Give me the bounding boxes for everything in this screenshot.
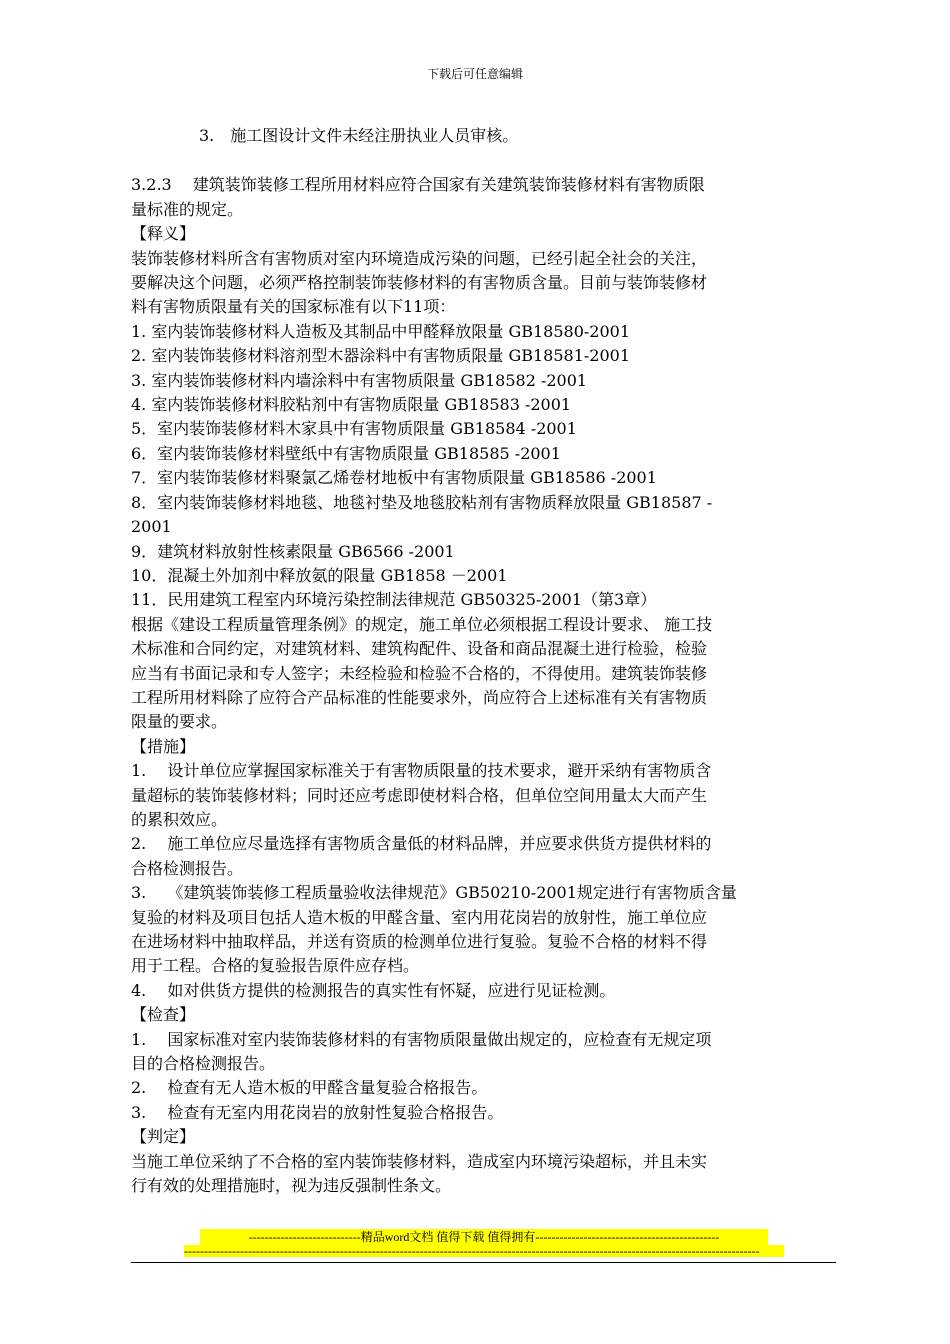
text-line: 根据《建设工程质量管理条例》的规定，施工单位必须根据工程设计要求、 施工技 <box>131 614 713 634</box>
text-line: 工程所用材料除了应符合产品标准的性能要求外，尚应符合上述标准有关有害物质 <box>131 687 708 707</box>
list-item: 10．混凝土外加剂中释放氨的限量 GB1858 －2001 <box>131 565 508 585</box>
text-line: 要解决这个问题，必须严格控制装饰装修材料的有害物质含量。目前与装饰装修材 <box>131 273 708 293</box>
text-line: 术标准和合同约定，对建筑材料、建筑构配件、设备和商品混凝土进行检验，检验 <box>131 639 708 659</box>
section-heading-panding: 【判定】 <box>131 1127 196 1147</box>
text-line: 4. 如对供货方提供的检测报告的真实性有怀疑，应进行见证检测。 <box>131 980 616 1000</box>
list-item: 7．室内装饰装修材料聚氯乙烯卷材地板中有害物质限量 GB18586 -2001 <box>131 468 657 488</box>
clause-line: 量标准的规定。 <box>131 199 244 219</box>
document-body <box>131 124 836 1198</box>
footer-rule <box>131 1262 836 1263</box>
page-header: 下载后可任意编辑 <box>426 67 523 81</box>
text-line: 1. 设计单位应掌握国家标准关于有害物质限量的技术要求，避开采纳有害物质含 <box>131 761 712 781</box>
jiancha-list <box>131 1028 836 1126</box>
text-line: 目的合格检测报告。 <box>131 1054 276 1074</box>
standards-list <box>131 320 836 613</box>
text-line: 3. 检查有无室内用花岗岩的放射性复验合格报告。 <box>131 1102 504 1122</box>
text-line: 行有效的处理措施时，视为违反强制性条文。 <box>131 1176 452 1196</box>
text-line: 限量的要求。 <box>131 712 228 732</box>
text-line: 料有害物质限量有关的国家标准有以下11项： <box>131 297 456 317</box>
list-item: 2001 <box>131 517 172 537</box>
list-item: 6．室内装饰装修材料壁纸中有害物质限量 GB18585 -2001 <box>131 443 561 463</box>
lead-item: 3. 施工图设计文件未经注册执业人员审核。 <box>199 126 519 145</box>
text-line: 3. 《建筑装饰装修工程质量验收法律规范》GB50210-2001规定进行有害物质含量 <box>131 883 737 903</box>
list-item: 4. 室内装饰装修材料胶粘剂中有害物质限量 GB18583 -2001 <box>131 395 572 415</box>
list-item: 5．室内装饰装修材料木家具中有害物质限量 GB18584 -2001 <box>131 419 577 439</box>
list-item: 2. 室内装饰装修材料溶剂型木器涂料中有害物质限量 GB18581-2001 <box>131 346 631 366</box>
text-line: 在进场材料中抽取样品，并送有资质的检测单位进行复验。复验不合格的材料不得 <box>131 932 708 951</box>
list-item: 3. 室内装饰装修材料内墙涂料中有害物质限量 GB18582 -2001 <box>131 370 588 390</box>
text-line: 量超标的装饰装修材料；同时还应考虑即使材料合格，但单位空间用量太大而产生 <box>131 785 708 805</box>
text-line: 装饰装修材料所含有害物质对室内环境造成污染的问题，已经引起全社会的关注， <box>131 248 708 268</box>
cuoshi-list <box>131 759 836 1003</box>
section-heading-cuoshi: 【措施】 <box>131 736 196 756</box>
text-line: 1. 国家标准对室内装饰装修材料的有害物质限量做出规定的，应检查有无规定项 <box>131 1029 712 1049</box>
text-line: 复验的材料及项目包括人造木板的甲醛含量、室内用花岗岩的放射性，施工单位应 <box>131 907 708 927</box>
text-line: 的累积效应。 <box>131 809 228 829</box>
footer-dashes: ------------------------------------------------------------------------------------------------------------------------------------------------ <box>184 1245 784 1257</box>
list-item: 9．建筑材料放射性核素限量 GB6566 -2001 <box>131 541 455 561</box>
text-line: 2. 施工单位应尽量选择有害物质含量低的材料品牌，并应要求供货方提供材料的 <box>131 834 712 854</box>
panding-paragraph <box>131 1150 836 1199</box>
clause-3-2-3 <box>131 173 836 222</box>
basis-paragraph <box>131 613 836 735</box>
text-line: 当施工单位采纳了不合格的室内装饰装修材料，造成室内环境污染超标，并且未实 <box>131 1151 708 1171</box>
section-heading-shiyi: 【释义】 <box>131 224 196 244</box>
list-item: 1. 室内装饰装修材料人造板及其制品中甲醛释放限量 GB18580-2001 <box>131 321 631 341</box>
shiyi-paragraph <box>131 247 836 320</box>
section-heading-jiancha: 【检查】 <box>131 1005 196 1025</box>
clause-line: 3.2.3 建筑装饰装修工程所用材料应符合国家有关建筑装饰装修材料有害物质限 <box>131 175 705 195</box>
list-item: 11．民用建筑工程室内环境污染控制法律规范 GB50325-2001（第3章） <box>131 590 657 610</box>
text-line: 应当有书面记录和专人签字；未经检验和检验不合格的，不得使用。建筑装饰装修 <box>131 663 708 683</box>
text-line: 合格检测报告。 <box>131 858 244 878</box>
text-line: 2. 检查有无人造木板的甲醛含量复验合格报告。 <box>131 1078 488 1098</box>
footer-banner: ----------------------------精品word文档 值得下载 值得拥有---------------------------------------------- <box>200 1229 768 1245</box>
text-line: 用于工程。合格的复验报告原件应存档。 <box>131 956 420 976</box>
list-item: 8．室内装饰装修材料地毯、地毯衬垫及地毯胶粘剂有害物质释放限量 GB18587 - <box>131 492 713 512</box>
